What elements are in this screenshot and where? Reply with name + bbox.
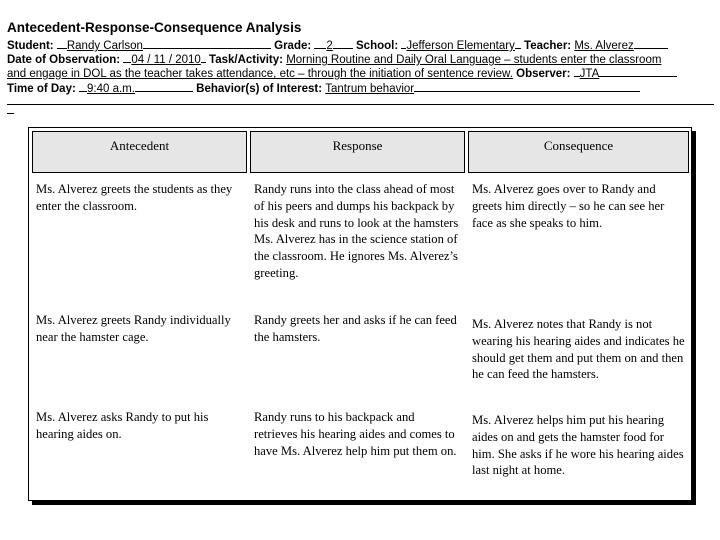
time-value: 9:40 a.m. (87, 83, 135, 95)
header-dash (7, 113, 14, 114)
table-header-row (32, 131, 689, 173)
response-cell: Randy runs to his backpack and retrieves his hearing aides and comes to have Ms. Alverez help him put them on. (254, 410, 457, 458)
observer-value: JTA (579, 68, 600, 80)
header-line-time (7, 80, 640, 95)
consequence-cell: Ms. Alverez helps him put his hearing aides on and gets the hamster food for him. She asks if he wore his hearing aides last night at home. (472, 413, 684, 478)
header-divider (7, 104, 714, 105)
arc-table (28, 127, 692, 501)
consequence-cell: Ms. Alverez notes that Randy is not wearing his hearing aides and indicates he should get them and put them on and then he can feed the hamsters. (472, 317, 685, 382)
consequence-cell: Ms. Alverez goes over to Randy and greets him directly – so he can see her face as she speaks to him. (472, 182, 665, 230)
response-cell: Randy runs into the class ahead of most of his peers and dumps his backpack by his desk and runs to look at the hamsters Ms. Alverez has in the science station of the classroom. He ignores Ms. Alverez’s greeting. (254, 182, 459, 280)
task-label: Task/Activity: (209, 54, 283, 66)
school-value: Jefferson Elementary (406, 40, 515, 52)
date-year: 2010 (175, 54, 201, 66)
table-row (32, 404, 689, 483)
time-label: Time of Day: (7, 83, 76, 95)
antecedent-cell: Ms. Alverez greets Randy individually near the hamster cage. (36, 313, 231, 344)
header-line-date: Date of Observation: 04 / 11 / 2010 Task/Activity: Morning Routine and Daily Oral Language – students enter the classroom (7, 51, 661, 66)
behavior-value: Tantrum behavior (325, 83, 415, 95)
grade-value: 2 (326, 40, 333, 52)
school-label: School: (356, 40, 399, 52)
table-row (32, 176, 689, 304)
header-line-student (7, 37, 668, 52)
task-value-line2: and engage in DOL as the teacher takes attendance, etc – through the initiation of sentence review. (7, 68, 513, 80)
table-row (32, 307, 689, 401)
antecedent-cell: Ms. Alverez greets the students as they enter the classroom. (36, 182, 233, 213)
response-cell: Randy greets her and asks if he can feed the hamsters. (254, 313, 457, 344)
teacher-value: Ms. Alverez (574, 40, 634, 52)
page-title: Antecedent-Response-Consequence Analysis (7, 20, 302, 35)
grade-label: Grade: (274, 40, 312, 52)
student-value: Randy Carlson (66, 40, 143, 52)
task-value-line1: Morning Routine and Daily Oral Language – students enter the classroom (286, 54, 662, 66)
antecedent-cell: Ms. Alverez asks Randy to put his hearing aides on. (36, 410, 209, 441)
date-day: 11 (153, 54, 166, 66)
header-antecedent: Antecedent (32, 131, 247, 173)
header-line-task-cont (7, 65, 677, 80)
observer-label: Observer: (516, 68, 571, 80)
student-label: Student: (7, 40, 54, 52)
header-consequence: Consequence (468, 131, 689, 173)
header-response: Response (250, 131, 465, 173)
date-month: 04 (131, 54, 145, 66)
date-label: Date of Observation: (7, 54, 121, 66)
behavior-label: Behavior(s) of Interest: (196, 83, 323, 95)
teacher-label: Teacher: (524, 40, 572, 52)
